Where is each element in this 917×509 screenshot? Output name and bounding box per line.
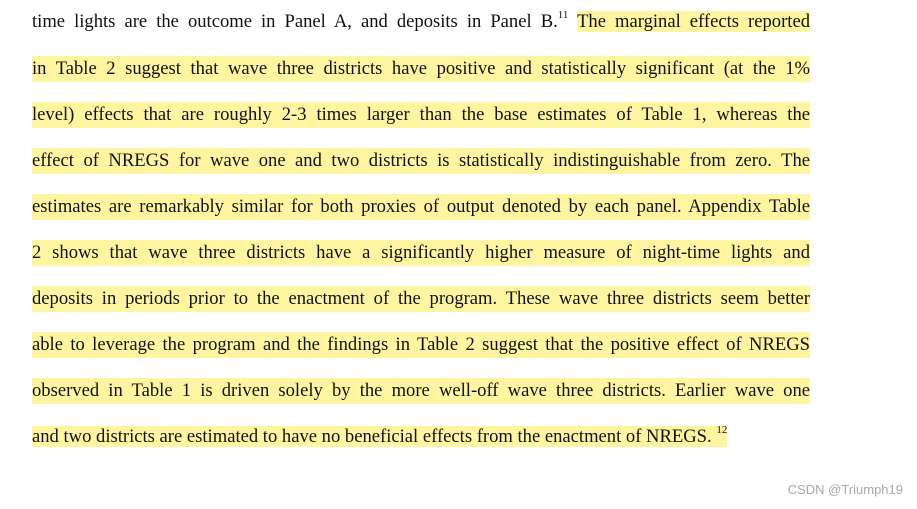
text-line-2: in Table 2 suggest that wave three districts have positive and statistically significant (at the 1% [32,56,810,82]
text-line-1 [32,9,810,35]
text-line-4: effect of NREGS for wave one and two districts is statistically indistinguishable from zero. The [32,148,810,174]
csdn-watermark: CSDN @Triumph19 [787,482,903,497]
footnote-ref-11[interactable]: 11 [557,8,569,21]
text-line-8: able to leverage the program and the findings in Table 2 suggest that the positive effect of NREGS [32,332,810,358]
text-line-1-highlight: The marginal effects reported [577,11,810,32]
text-line-10 [32,424,727,450]
text-line-1-plain: time lights are the outcome in Panel A, and deposits in Panel B. [32,11,558,32]
text-line-9: observed in Table 1 is driven solely by the more well-off wave three districts. Earlier wave one [32,378,810,404]
text-line-5: estimates are remarkably similar for both proxies of output denoted by each panel. Appendix Table [32,194,810,220]
text-line-3: level) effects that are roughly 2-3 times larger than the base estimates of Table 1, whereas the [32,102,810,128]
text-line-10-highlight [32,423,728,447]
footnote-ref-12[interactable]: 12 [716,423,728,436]
text-line-10-text: and two districts are estimated to have no beneficial effects from the enactment of NREGS. [32,426,712,447]
text-line-7: deposits in periods prior to the enactment of the program. These wave three districts seem better [32,286,810,312]
text-line-6: 2 shows that wave three districts have a significantly higher measure of night-time lights and [32,240,810,266]
